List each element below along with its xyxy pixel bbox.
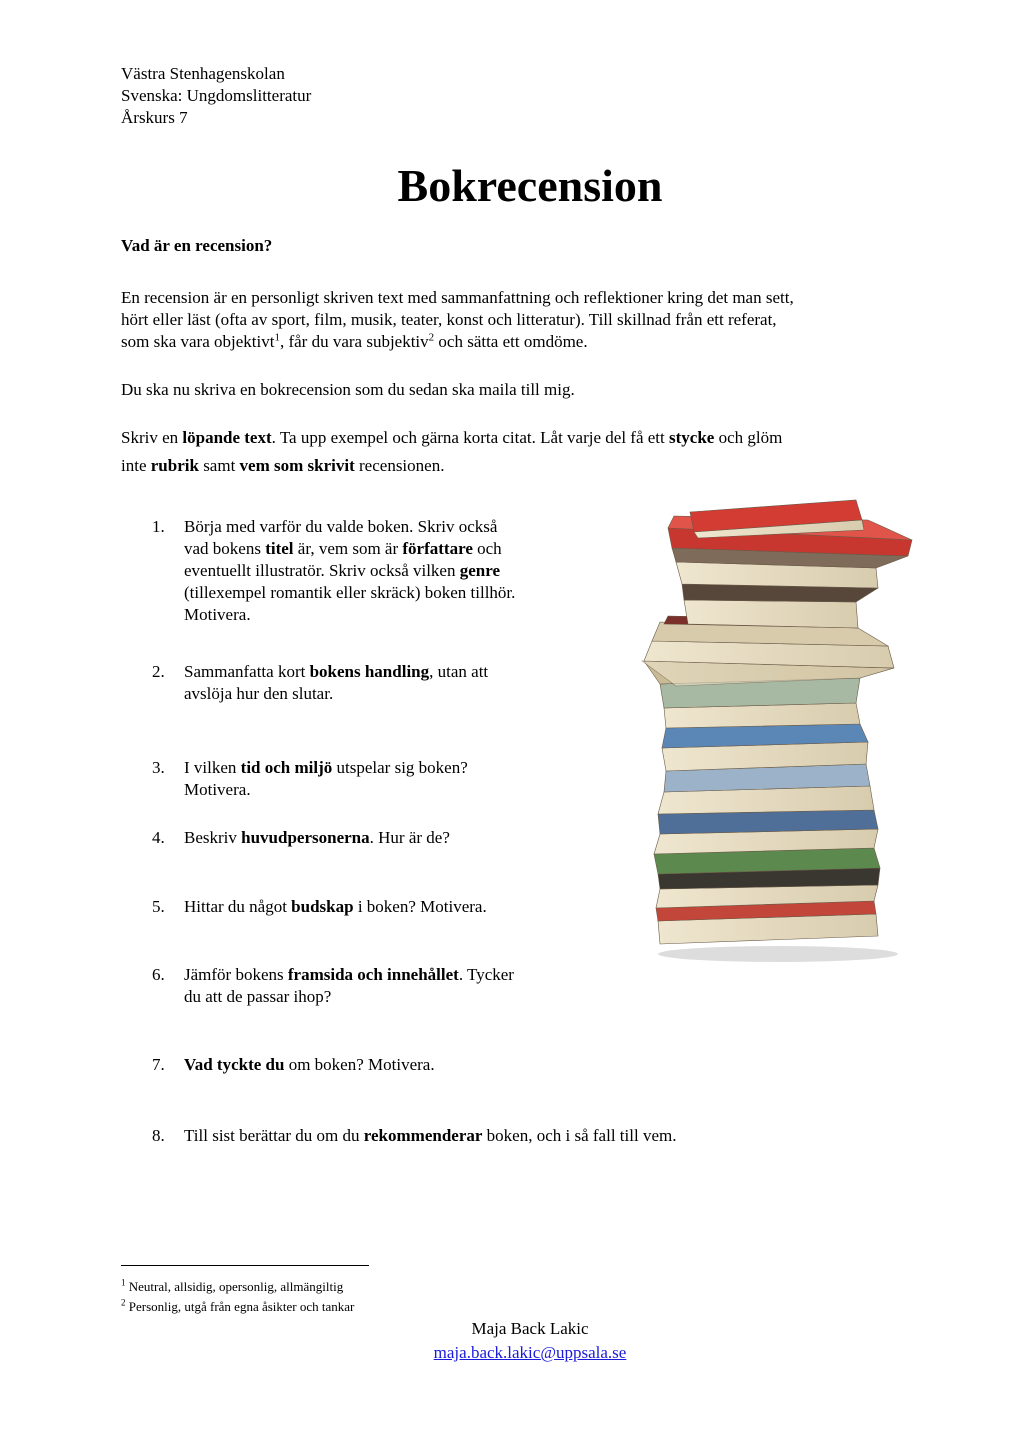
list-bold: genre: [459, 561, 501, 580]
list-text: [184, 1125, 676, 1147]
guidelines-bold: stycke: [669, 428, 715, 447]
list-text: och: [472, 539, 502, 558]
guidelines-paragraph: [121, 424, 951, 480]
list-text: [184, 1054, 435, 1076]
list-text: boken, och i så fall till vem.: [482, 1126, 677, 1145]
list-text: [184, 661, 488, 683]
list-text: om boken? Motivera.: [284, 1055, 435, 1074]
list-bold: Vad tyckte du: [184, 1055, 285, 1074]
list-bold: författare: [402, 539, 473, 558]
list-text: I vilken: [184, 758, 241, 777]
guidelines-text: . Ta upp exempel och gärna korta citat. Låt varje del få ett: [271, 428, 669, 447]
list-text: Motivera.: [184, 605, 251, 624]
guidelines-text: inte: [121, 456, 151, 475]
footnote-text: Personlig, utgå från egna åsikter och tankar: [125, 1299, 355, 1314]
school-name: Västra Stenhagenskolan: [121, 64, 285, 83]
author-email: [0, 1342, 1024, 1364]
list-text: , utan att: [429, 662, 489, 681]
list-text: [184, 827, 450, 849]
page-title: Bokrecension: [397, 160, 663, 211]
guidelines-line-2: [121, 452, 951, 480]
stack-of-books-image: [638, 496, 918, 966]
list-number: 7.: [152, 1055, 165, 1074]
email-link[interactable]: maja.back.lakic@uppsala.se: [433, 1343, 627, 1362]
list-text: Jämför bokens: [184, 965, 288, 984]
footnote-divider: [121, 1265, 369, 1266]
list-text: är, vem som är: [293, 539, 403, 558]
guidelines-line-1: [121, 424, 951, 452]
intro-text: som ska vara objektivt: [121, 332, 275, 351]
list-text: . Hur är de?: [369, 828, 450, 847]
subject-line: Svenska: Ungdomslitteratur: [121, 86, 312, 105]
document-header: [121, 63, 311, 129]
footnote-1: [121, 1278, 343, 1295]
guidelines-text: Skriv en: [121, 428, 183, 447]
list-text: [184, 964, 514, 986]
list-bold: rekommenderar: [363, 1126, 483, 1145]
intro-line-1: En recension är en personligt skriven text med sammanfattning och reflektioner kring det man sett,: [121, 288, 794, 307]
guidelines-text: samt: [198, 456, 240, 475]
list-number: 8.: [152, 1126, 165, 1145]
guidelines-text: recensionen.: [354, 456, 445, 475]
list-text: [184, 896, 487, 918]
list-number: 1.: [152, 517, 165, 536]
list-number: 6.: [152, 965, 165, 984]
list-bold: huvudpersonerna: [241, 828, 370, 847]
intro-line-3: [121, 331, 951, 353]
list-bold: tid och miljö: [240, 758, 333, 777]
list-bold: budskap: [291, 897, 354, 916]
guidelines-text: och glöm: [714, 428, 783, 447]
list-text: Börja med varför du valde boken. Skriv också: [184, 517, 498, 536]
footnote-ref-1: 1: [274, 331, 280, 344]
intro-paragraph: [121, 287, 951, 353]
list-text: vad bokens: [184, 539, 266, 558]
list-number: 2.: [152, 662, 165, 681]
list-text: Beskriv: [184, 828, 242, 847]
list-bold: framsida och innehållet: [287, 965, 459, 984]
list-text: (tillexempel romantik eller skräck) boken tillhör.: [184, 583, 516, 602]
list-number: 5.: [152, 897, 165, 916]
list-text: [184, 757, 468, 779]
instruction-paragraph: Du ska nu skriva en bokrecension som du sedan ska maila till mig.: [121, 380, 575, 399]
footnote-mark: 1: [121, 1277, 126, 1288]
list-text: eventuellt illustratör. Skriv också vilken: [184, 561, 460, 580]
list-text: du att de passar ihop?: [184, 987, 332, 1006]
footnote-ref-2: 2: [428, 331, 435, 344]
list-text: . Tycker: [458, 965, 514, 984]
footnote-2: [121, 1298, 354, 1315]
list-text: avslöja hur den slutar.: [184, 684, 334, 703]
intro-line-2: hört eller läst (ofta av sport, film, musik, teater, konst och litteratur). Till skillnad från ett referat,: [121, 310, 777, 329]
grade-line: Årskurs 7: [121, 108, 188, 127]
list-text: Till sist berättar du om du: [184, 1126, 364, 1145]
list-number: 4.: [152, 828, 165, 847]
list-text: [184, 560, 624, 582]
guidelines-bold: löpande text: [182, 428, 272, 447]
footnote-text: Neutral, allsidig, opersonlig, allmängiltig: [125, 1279, 344, 1294]
list-text: [184, 538, 624, 560]
guidelines-bold: rubrik: [150, 456, 199, 475]
list-bold: titel: [265, 539, 294, 558]
list-text: Sammanfatta kort: [184, 662, 310, 681]
list-bold: bokens handling: [309, 662, 430, 681]
list-text: Hittar du något: [184, 897, 292, 916]
list-number: 3.: [152, 758, 165, 777]
footnote-mark: 2: [121, 1297, 126, 1308]
list-text: i boken? Motivera.: [353, 897, 487, 916]
list-text: utspelar sig boken?: [332, 758, 468, 777]
intro-text: , får du vara subjektiv: [279, 332, 429, 351]
author-name: Maja Back Lakic: [471, 1319, 589, 1338]
section-heading: Vad är en recension?: [121, 236, 273, 255]
intro-text: och sätta ett omdöme.: [434, 332, 588, 351]
guidelines-bold: vem som skrivit: [239, 456, 355, 475]
list-text: Motivera.: [184, 780, 251, 799]
